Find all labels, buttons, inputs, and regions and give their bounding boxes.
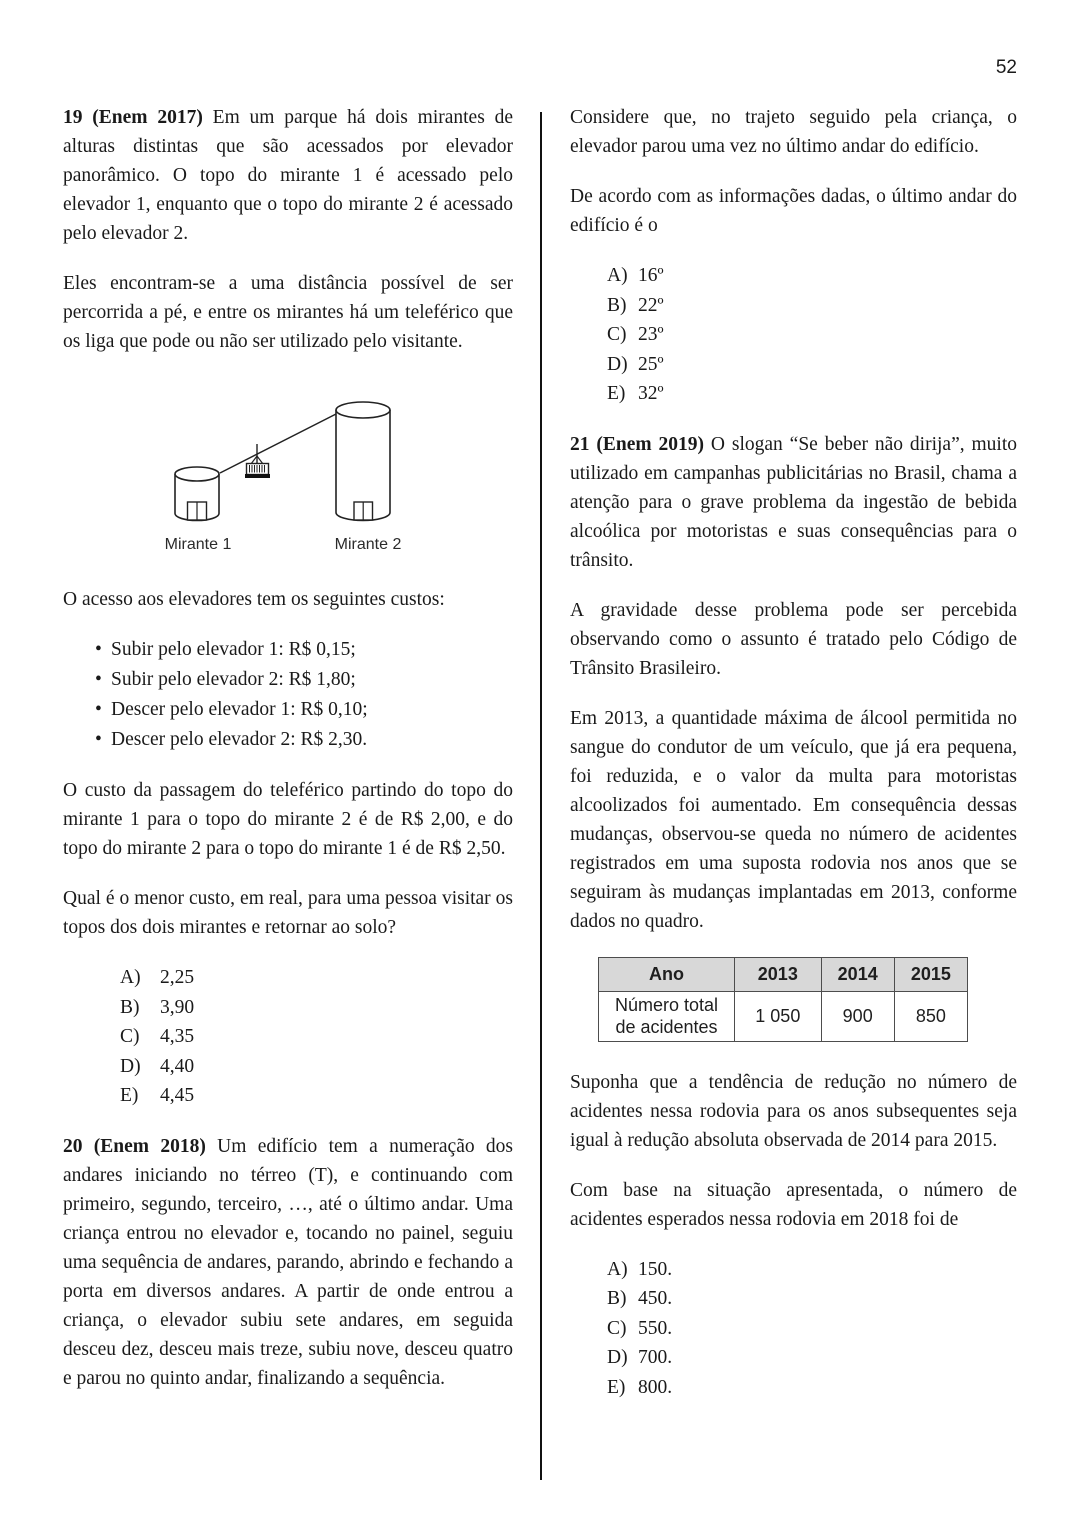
question-21-para4: Suponha que a tendência de redução no número de acidentes nessa rodovia para os anos subsequentes seja igual à redução absoluta observada de 2014 para 2015. — [570, 1071, 1017, 1151]
mirantes-figure-drawing — [127, 377, 495, 567]
option-e — [607, 1373, 1017, 1403]
option-letter: E) — [607, 383, 626, 404]
question-20-intro-text: Um edifício tem a numeração dos andares iniciando no térreo (T), e continuando com primeiro, segundo, terceiro, …, até o último andar. Uma criança entrou no elevador e, tocando no painel, seguiu uma sequência de andares, parando, abrindo e fechando a porta em diversos andares. A partir de onde entrou a criança, o elevador subiu sete andares, em seguida desceu dez, desceu mais treze, subiu nove, desceu quatro e parou no quinto andar, finalizando a sequência. — [63, 1135, 513, 1389]
option-letter: D) — [120, 1055, 141, 1077]
question-19-para2: Eles encontram-se a uma distância possível de ser percorrida a pé, e entre os mirantes há um teleférico que os liga que pode ou não ser utilizado pelo visitante. — [63, 273, 513, 352]
option-b — [607, 1284, 1017, 1314]
option-text: 4,45 — [160, 1085, 195, 1106]
question-19-intro-text: Em um parque há dois mirantes de alturas distintas que são acessados por elevador panorâmico. O topo do mirante 1 é acessado pelo elevador 1, enquanto que o topo do mirante 2 é acessado pelo elevador 2. — [63, 107, 514, 244]
option-letter: D) — [607, 353, 628, 375]
question-21-options — [570, 1255, 1017, 1403]
option-text: 4,35 — [160, 1026, 195, 1047]
mirante-2-cylinder — [336, 402, 390, 521]
cost-item-text: Subir pelo elevador 1: R$ 0,15; — [111, 639, 356, 660]
question-20-label: 20 (Enem 2018) — [63, 1135, 206, 1157]
option-letter: C) — [607, 1317, 627, 1339]
option-c — [120, 1022, 513, 1052]
option-text: 4,40 — [160, 1055, 195, 1077]
option-letter: A) — [120, 967, 141, 988]
option-d — [607, 350, 1017, 380]
cost-item-text: Subir pelo elevador 2: R$ 1,80; — [111, 669, 356, 690]
option-letter: B) — [607, 1288, 627, 1309]
table-header-cell: Ano — [599, 957, 735, 991]
costs-list — [95, 635, 513, 755]
question-20-para1: Considere que, no trajeto seguido pela criança, o elevador parou uma vez no último andar do edifício. — [570, 107, 1017, 157]
question-21-intro-text: O slogan “Se beber não dirija”, muito utilizado em campanhas publicitárias no Brasil, chama a atenção para o grave problema da ingestão de bebida alcoólica por motoristas e suas consequências para o trânsito. — [570, 433, 1018, 571]
option-text: 22º — [638, 294, 664, 316]
question-19-para3: O custo da passagem do teleférico partindo do topo do mirante 1 para o topo do mirante 2 é de R$ 2,00, e do topo do mirante 2 para o topo do mirante 1 é de R$ 2,50. — [63, 780, 513, 859]
figure-caption-mirante-2: Mirante 2 — [334, 536, 402, 553]
option-text: 23º — [638, 324, 664, 345]
list-item — [95, 635, 513, 665]
question-19-options — [63, 963, 513, 1111]
option-b — [607, 291, 1017, 321]
bullet-icon: • — [95, 639, 102, 660]
table-row-label: Número total de acidentes — [599, 991, 735, 1041]
option-letter: E) — [607, 1376, 626, 1398]
figure-caption-mirante-1: Mirante 1 — [164, 536, 232, 553]
option-text: 700. — [638, 1347, 673, 1368]
option-letter: D) — [607, 1347, 628, 1368]
question-21-label: 21 (Enem 2019) — [570, 433, 705, 455]
question-19-question: Qual é o menor custo, em real, para uma pessoa visitar os topos dos dois mirantes e retornar ao solo? — [63, 888, 513, 938]
option-a — [607, 261, 1017, 291]
option-letter: C) — [607, 324, 627, 345]
list-item — [95, 725, 513, 755]
table-header-cell: 2013 — [735, 957, 822, 991]
option-letter: A) — [607, 1258, 628, 1280]
option-text: 800. — [638, 1376, 673, 1398]
option-c — [607, 1314, 1017, 1344]
option-d — [120, 1052, 513, 1082]
option-a — [607, 1255, 1017, 1285]
table-cell: 1 050 — [735, 991, 822, 1041]
option-text: 450. — [638, 1288, 673, 1309]
option-letter: C) — [120, 1026, 140, 1047]
option-letter: E) — [120, 1085, 139, 1106]
option-e — [120, 1081, 513, 1111]
option-letter: A) — [607, 265, 628, 286]
option-e — [607, 379, 1017, 409]
question-20-options — [570, 261, 1017, 409]
cost-item-text: Descer pelo elevador 1: R$ 0,10; — [111, 699, 368, 720]
question-21-para2: A gravidade desse problema pode ser percebida observando como o assunto é tratado pelo Código de Trânsito Brasileiro. — [570, 599, 1017, 679]
question-19-label: 19 (Enem 2017) — [63, 107, 203, 128]
option-text: 2,25 — [160, 967, 195, 988]
table-header-row — [599, 957, 968, 991]
mirante-1-cylinder — [175, 467, 219, 521]
option-b — [120, 993, 513, 1023]
question-20-para2: De acordo com as informações dadas, o último andar do edifício é o — [570, 186, 1017, 236]
table-row — [599, 991, 968, 1041]
option-text: 550. — [638, 1317, 673, 1339]
option-text: 16º — [638, 265, 664, 286]
table-cell: 900 — [821, 991, 894, 1041]
question-21-intro — [570, 430, 1017, 575]
table-cell: 850 — [894, 991, 967, 1041]
bullet-icon: • — [95, 729, 102, 750]
page-number: 52 — [995, 57, 1017, 78]
bullet-icon: • — [95, 669, 102, 690]
left-column — [63, 103, 513, 1414]
option-text: 3,90 — [160, 996, 195, 1018]
table-header-cell: 2014 — [821, 957, 894, 991]
bullet-icon: • — [95, 699, 102, 720]
list-item — [95, 695, 513, 725]
option-letter: B) — [120, 996, 140, 1018]
question-21-para5: Com base na situação apresentada, o número de acidentes esperados nessa rodovia em 2018 foi de — [570, 1179, 1017, 1230]
option-letter: B) — [607, 294, 627, 316]
column-divider — [540, 112, 542, 1480]
table-header-cell: 2015 — [894, 957, 967, 991]
question-20-intro — [63, 1132, 513, 1393]
cost-item-text: Descer pelo elevador 2: R$ 2,30. — [111, 729, 368, 750]
list-item — [95, 665, 513, 695]
option-d — [607, 1343, 1017, 1373]
accidents-table — [598, 957, 968, 1042]
option-text: 25º — [638, 353, 664, 375]
option-text: 150. — [638, 1258, 673, 1280]
question-21-para3: Em 2013, a quantidade máxima de álcool permitida no sangue do condutor de um veículo, que já era pequena, foi reduzida, e o valor da multa para motoristas alcoolizados foi aumentado. Em consequência dessas mudanças, observou-se queda no número de acidentes registrados em uma suposta rodovia nos anos que se seguiram às mudanças implantadas em 2013, conforme dados no quadro. — [570, 707, 1017, 932]
question-19-intro — [63, 103, 513, 248]
option-a — [120, 963, 513, 993]
cable-line — [220, 413, 338, 473]
option-c — [607, 320, 1017, 350]
option-text: 32º — [638, 383, 664, 404]
right-column — [570, 103, 1017, 1423]
mirantes-figure — [127, 377, 495, 567]
question-19-costs-intro: O acesso aos elevadores tem os seguintes custos: — [63, 589, 445, 610]
